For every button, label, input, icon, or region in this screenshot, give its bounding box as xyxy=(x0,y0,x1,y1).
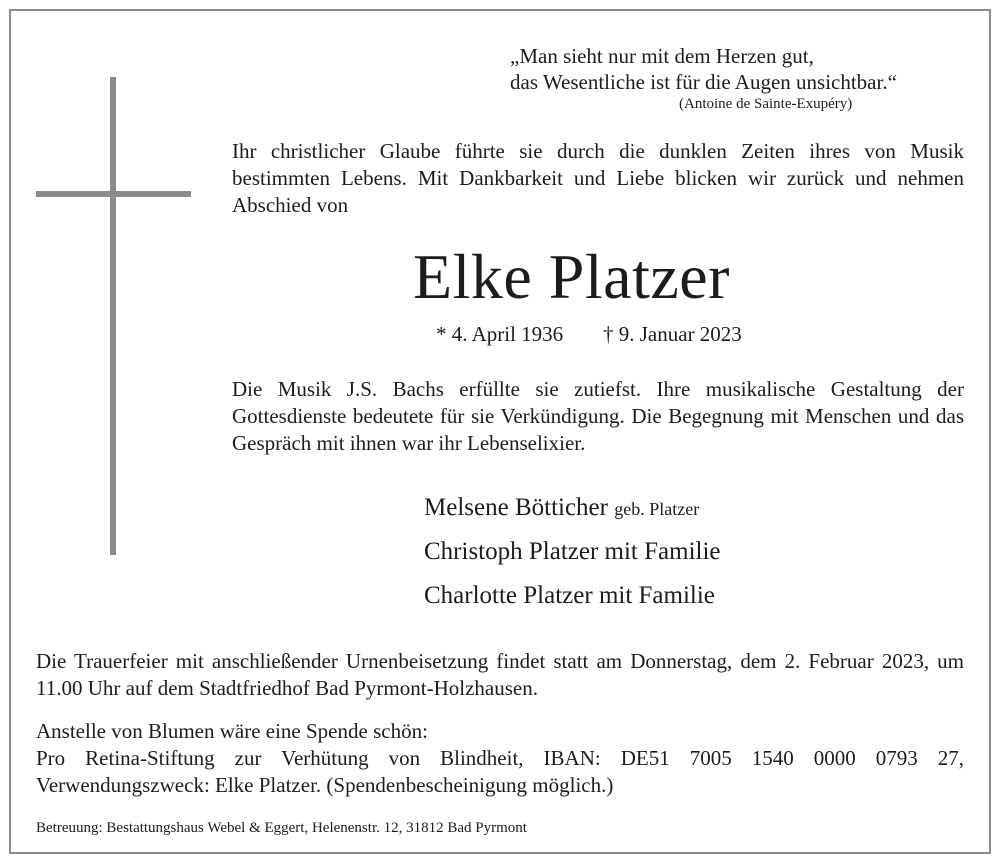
birth-date: * 4. April 1936 xyxy=(436,322,564,346)
ceremony-paragraph: Die Trauerfeier mit anschließender Urnenbeisetzung findet statt am Donnerstag, dem 2. Februar 2023, um 11.00 Uhr auf dem Stadtfriedhof Bad Pyrmont-Holzhausen. xyxy=(36,649,964,700)
tribute-paragraph: Die Musik J.S. Bachs erfüllte sie zutiefst. Ihre musikalische Gestaltung der Gottesdienste bedeutete für sie Verkündigung. Die Begegnung mit Menschen und das Gespräch mit ihnen war ihr Lebenselixier. xyxy=(232,377,964,455)
mourner-name: Melsene Bötticher xyxy=(424,494,608,521)
mourner-3 xyxy=(424,582,715,610)
quote-line-2: das Wesentliche ist für die Augen unsichtbar.“ xyxy=(510,70,897,94)
cross-horizontal-bar xyxy=(36,191,191,197)
funeral-home-footer: Betreuung: Bestattungshaus Webel & Eggert, Helenenstr. 12, 31812 Bad Pyrmont xyxy=(36,820,527,836)
mourner-name: Charlotte Platzer mit Familie xyxy=(424,582,715,609)
quote-author: (Antoine de Sainte-Exupéry) xyxy=(679,96,853,112)
deceased-name: Elke Platzer xyxy=(413,241,730,312)
mourner-name: Christoph Platzer mit Familie xyxy=(424,538,721,565)
death-date: † 9. Januar 2023 xyxy=(603,322,742,346)
donation-details: Pro Retina-Stiftung zur Verhütung von Blindheit, IBAN: DE51 7005 1540 0000 0793 27, Verwendungszweck: Elke Platzer. (Spendenbescheinigung möglich.) xyxy=(36,746,964,797)
intro-paragraph: Ihr christlicher Glaube führte sie durch die dunklen Zeiten ihres von Musik bestimmten Lebens. Mit Dankbarkeit und Liebe blicken wir zurück und nehmen Abschied von xyxy=(232,139,964,217)
donation-intro: Anstelle von Blumen wäre eine Spende schön: xyxy=(36,719,428,743)
mourner-note: geb. Platzer xyxy=(614,499,700,519)
mourner-1 xyxy=(424,494,699,522)
mourner-2 xyxy=(424,538,721,566)
cross-vertical-bar xyxy=(110,77,116,555)
quote-line-1: „Man sieht nur mit dem Herzen gut, xyxy=(510,44,814,68)
